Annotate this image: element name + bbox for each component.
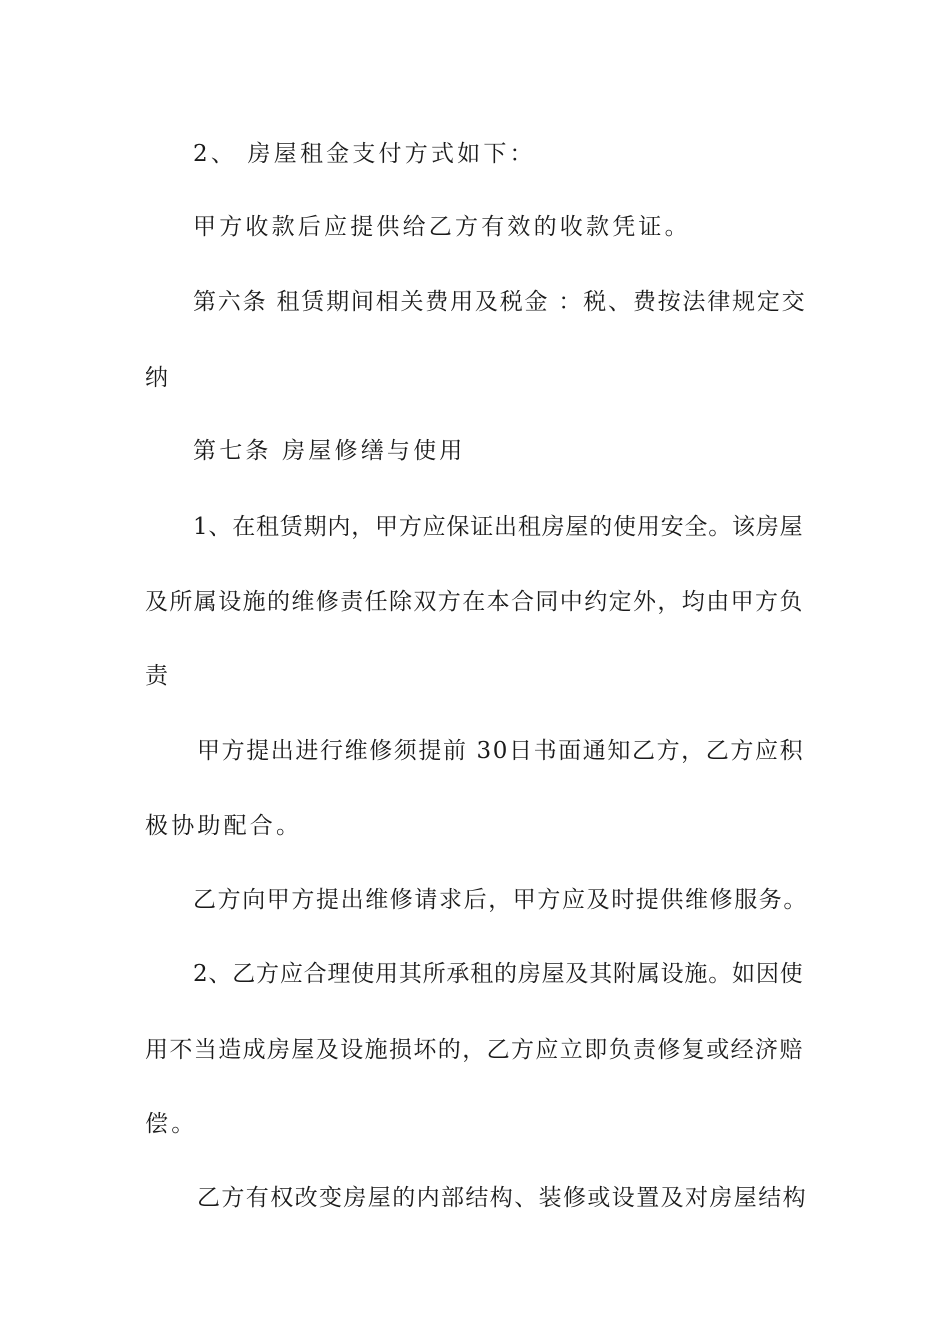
- paragraph-line: 1、在租赁期内，甲方应保证出租房屋的使用安全。该房屋: [193, 514, 804, 540]
- paragraph-line: 及所属设施的维修责任除双方在本合同中约定外，均由甲方负: [145, 589, 804, 615]
- paragraph-line: 乙方有权改变房屋的内部结构、装修或设置及对房屋结构: [197, 1185, 807, 1211]
- paragraph-line: 偿。: [145, 1111, 198, 1137]
- paragraph-line: 极协助配合。: [145, 813, 303, 839]
- paragraph-line: 甲方收款后应提供给乙方有效的收款凭证。: [193, 214, 691, 240]
- paragraph-line: 甲方提出进行维修须提前 30日书面通知乙方，乙方应积: [197, 738, 805, 764]
- paragraph-line: 第六条 租赁期间相关费用及税金 ：税、费按法律规定交: [193, 289, 807, 315]
- paragraph-line: 纳: [145, 365, 172, 391]
- paragraph-line: 乙方向甲方提出维修请求后，甲方应及时提供维修服务。: [193, 887, 808, 913]
- paragraph-line: 用不当造成房屋及设施损坏的，乙方应立即负责修复或经济赔: [145, 1037, 804, 1063]
- paragraph-line: 2、 房屋租金支付方式如下：: [193, 141, 536, 167]
- paragraph-line: 责: [145, 663, 172, 689]
- section-heading: 第七条 房屋修缮与使用: [193, 438, 466, 464]
- paragraph-line: 2、乙方应合理使用其所承租的房屋及其附属设施。如因使: [193, 961, 804, 987]
